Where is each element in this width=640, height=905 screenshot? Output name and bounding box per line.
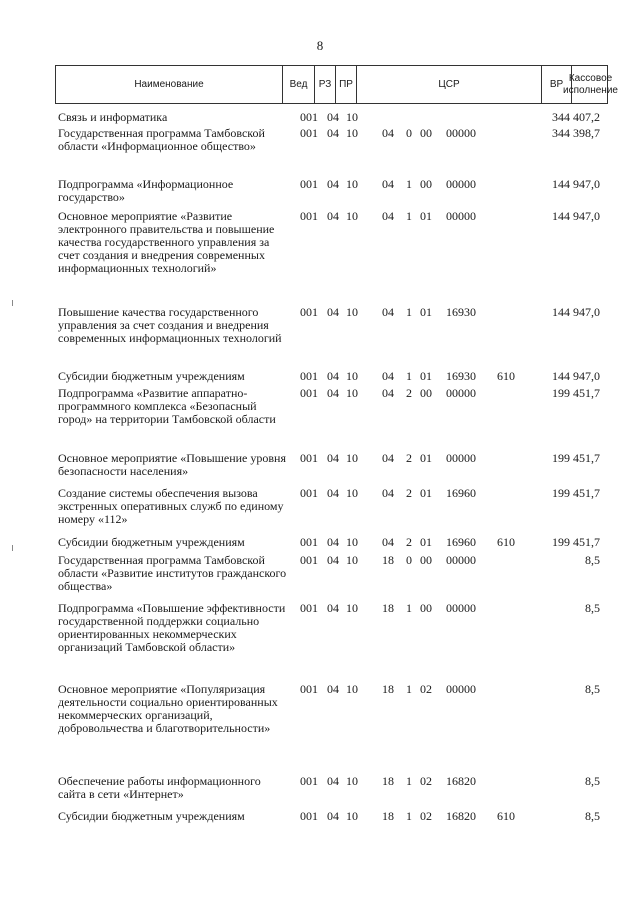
header-vr: ВР [542, 66, 572, 103]
row-csr-event: 01 [420, 209, 432, 223]
row-rz: 04 [327, 177, 339, 191]
row-name: Основное мероприятие «Повышение уровня безопасности населения» [58, 451, 286, 478]
row-pr: 10 [346, 305, 358, 319]
margin-mark [12, 545, 13, 551]
row-csr-direction: 16930 [446, 369, 476, 383]
row-ved: 001 [300, 601, 318, 615]
row-amount: 144 947,0 [552, 177, 600, 191]
row-name: Повышение качества государственного управления за счет создания и внедрения современных информационных технологий [58, 305, 282, 345]
row-ved: 001 [300, 774, 318, 788]
row-name: Подпрограмма «Развитие аппаратно-программного комплекса «Безопасный город» на территории Тамбовской области [58, 386, 276, 426]
row-csr-direction: 00000 [446, 451, 476, 465]
row-rz: 04 [327, 126, 339, 140]
row-csr-direction: 16960 [446, 486, 476, 500]
row-csr-program: 04 [382, 177, 394, 191]
row-amount: 344 398,7 [552, 126, 600, 140]
row-pr: 10 [346, 774, 358, 788]
row-amount: 344 407,2 [552, 110, 600, 124]
row-rz: 04 [327, 553, 339, 567]
row-csr-subprogram: 0 [406, 126, 412, 140]
row-vr: 610 [497, 809, 515, 823]
row-csr-program: 04 [382, 305, 394, 319]
row-ved: 001 [300, 451, 318, 465]
row-csr-subprogram: 2 [406, 535, 412, 549]
row-csr-direction: 00000 [446, 177, 476, 191]
row-csr-program: 04 [382, 451, 394, 465]
row-amount: 8,5 [585, 774, 600, 788]
row-name: Создание системы обеспечения вызова экстренных оперативных служб по единому номеру «112» [58, 486, 284, 526]
row-rz: 04 [327, 774, 339, 788]
header-ved: Вед [283, 66, 315, 103]
row-rz: 04 [327, 486, 339, 500]
row-csr-direction: 00000 [446, 553, 476, 567]
row-csr-program: 04 [382, 209, 394, 223]
header-csr: ЦСР [357, 66, 542, 103]
row-csr-subprogram: 1 [406, 774, 412, 788]
row-name: Субсидии бюджетным учреждениям [58, 369, 245, 383]
row-pr: 10 [346, 110, 358, 124]
row-name: Подпрограмма «Повышение эффективности государственной поддержки социально ориентированных некоммерческих организаций Тамбовской области» [58, 601, 286, 654]
row-csr-program: 18 [382, 601, 394, 615]
row-name: Связь и информатика [58, 110, 168, 124]
row-pr: 10 [346, 553, 358, 567]
row-pr: 10 [346, 386, 358, 400]
row-name: Обеспечение работы информационного сайта в сети «Интернет» [58, 774, 261, 801]
row-amount: 144 947,0 [552, 369, 600, 383]
row-rz: 04 [327, 682, 339, 696]
row-amount: 144 947,0 [552, 305, 600, 319]
row-pr: 10 [346, 601, 358, 615]
row-csr-subprogram: 0 [406, 553, 412, 567]
row-name: Подпрограмма «Информационное государство» [58, 177, 234, 204]
row-csr-program: 04 [382, 535, 394, 549]
page-number: 8 [316, 38, 324, 53]
row-csr-event: 02 [420, 774, 432, 788]
row-amount: 8,5 [585, 601, 600, 615]
row-ved: 001 [300, 809, 318, 823]
row-csr-subprogram: 1 [406, 369, 412, 383]
row-ved: 001 [300, 209, 318, 223]
row-csr-direction: 16930 [446, 305, 476, 319]
row-rz: 04 [327, 451, 339, 465]
row-pr: 10 [346, 177, 358, 191]
row-name: Основное мероприятие «Развитие электронного правительства и повышение качества государственного управления за счет создания и внедрения современных информационных технологий» [58, 209, 275, 275]
row-csr-subprogram: 2 [406, 451, 412, 465]
row-csr-event: 02 [420, 682, 432, 696]
row-csr-event: 00 [420, 553, 432, 567]
row-csr-direction: 16960 [446, 535, 476, 549]
row-ved: 001 [300, 386, 318, 400]
row-pr: 10 [346, 451, 358, 465]
row-amount: 8,5 [585, 809, 600, 823]
row-csr-subprogram: 1 [406, 601, 412, 615]
row-amount: 199 451,7 [552, 535, 600, 549]
row-csr-subprogram: 1 [406, 682, 412, 696]
row-csr-subprogram: 1 [406, 305, 412, 319]
row-amount: 144 947,0 [552, 209, 600, 223]
row-ved: 001 [300, 486, 318, 500]
row-csr-subprogram: 1 [406, 177, 412, 191]
row-pr: 10 [346, 535, 358, 549]
row-amount: 199 451,7 [552, 386, 600, 400]
row-ved: 001 [300, 177, 318, 191]
row-rz: 04 [327, 601, 339, 615]
row-csr-program: 18 [382, 809, 394, 823]
row-ved: 001 [300, 110, 318, 124]
row-csr-event: 00 [420, 177, 432, 191]
row-csr-event: 01 [420, 451, 432, 465]
row-csr-direction: 00000 [446, 209, 476, 223]
header-rz: РЗ [315, 66, 336, 103]
row-vr: 610 [497, 369, 515, 383]
row-csr-direction: 00000 [446, 386, 476, 400]
row-csr-program: 18 [382, 682, 394, 696]
row-pr: 10 [346, 369, 358, 383]
header-amount: Кассовое исполнение [563, 72, 618, 96]
row-csr-subprogram: 2 [406, 386, 412, 400]
row-csr-event: 02 [420, 809, 432, 823]
row-csr-direction: 00000 [446, 601, 476, 615]
row-ved: 001 [300, 553, 318, 567]
row-rz: 04 [327, 809, 339, 823]
row-amount: 8,5 [585, 682, 600, 696]
row-csr-event: 01 [420, 369, 432, 383]
row-rz: 04 [327, 305, 339, 319]
row-name: Основное мероприятие «Популяризация деятельности социально ориентированных некоммерческих организаций, добровольчества и благотворительности» [58, 682, 278, 735]
row-ved: 001 [300, 535, 318, 549]
row-csr-event: 00 [420, 126, 432, 140]
row-ved: 001 [300, 682, 318, 696]
row-csr-event: 01 [420, 535, 432, 549]
row-name: Субсидии бюджетным учреждениям [58, 535, 245, 549]
row-csr-program: 04 [382, 369, 394, 383]
row-name: Государственная программа Тамбовской области «Информационное общество» [58, 126, 265, 153]
margin-mark [12, 300, 13, 306]
row-rz: 04 [327, 386, 339, 400]
row-ved: 001 [300, 126, 318, 140]
row-csr-direction: 16820 [446, 809, 476, 823]
row-pr: 10 [346, 682, 358, 696]
table-header [55, 65, 618, 104]
row-csr-direction: 00000 [446, 126, 476, 140]
row-csr-subprogram: 1 [406, 809, 412, 823]
row-csr-event: 01 [420, 305, 432, 319]
row-rz: 04 [327, 535, 339, 549]
row-vr: 610 [497, 535, 515, 549]
row-csr-event: 01 [420, 486, 432, 500]
row-pr: 10 [346, 486, 358, 500]
row-csr-program: 04 [382, 386, 394, 400]
row-name: Субсидии бюджетным учреждениям [58, 809, 245, 823]
row-csr-direction: 00000 [446, 682, 476, 696]
row-rz: 04 [327, 369, 339, 383]
row-pr: 10 [346, 809, 358, 823]
row-csr-program: 04 [382, 126, 394, 140]
row-csr-direction: 16820 [446, 774, 476, 788]
row-csr-subprogram: 1 [406, 209, 412, 223]
row-ved: 001 [300, 369, 318, 383]
row-csr-event: 00 [420, 601, 432, 615]
header-pr: ПР [336, 66, 357, 103]
row-rz: 04 [327, 110, 339, 124]
row-amount: 8,5 [585, 553, 600, 567]
row-ved: 001 [300, 305, 318, 319]
row-csr-subprogram: 2 [406, 486, 412, 500]
row-pr: 10 [346, 209, 358, 223]
header-name: Наименование [56, 66, 283, 103]
row-name: Государственная программа Тамбовской области «Развитие институтов гражданского общества» [58, 553, 287, 593]
row-rz: 04 [327, 209, 339, 223]
row-amount: 199 451,7 [552, 451, 600, 465]
row-csr-program: 18 [382, 774, 394, 788]
row-csr-program: 18 [382, 553, 394, 567]
row-pr: 10 [346, 126, 358, 140]
row-csr-event: 00 [420, 386, 432, 400]
row-amount: 199 451,7 [552, 486, 600, 500]
row-csr-program: 04 [382, 486, 394, 500]
